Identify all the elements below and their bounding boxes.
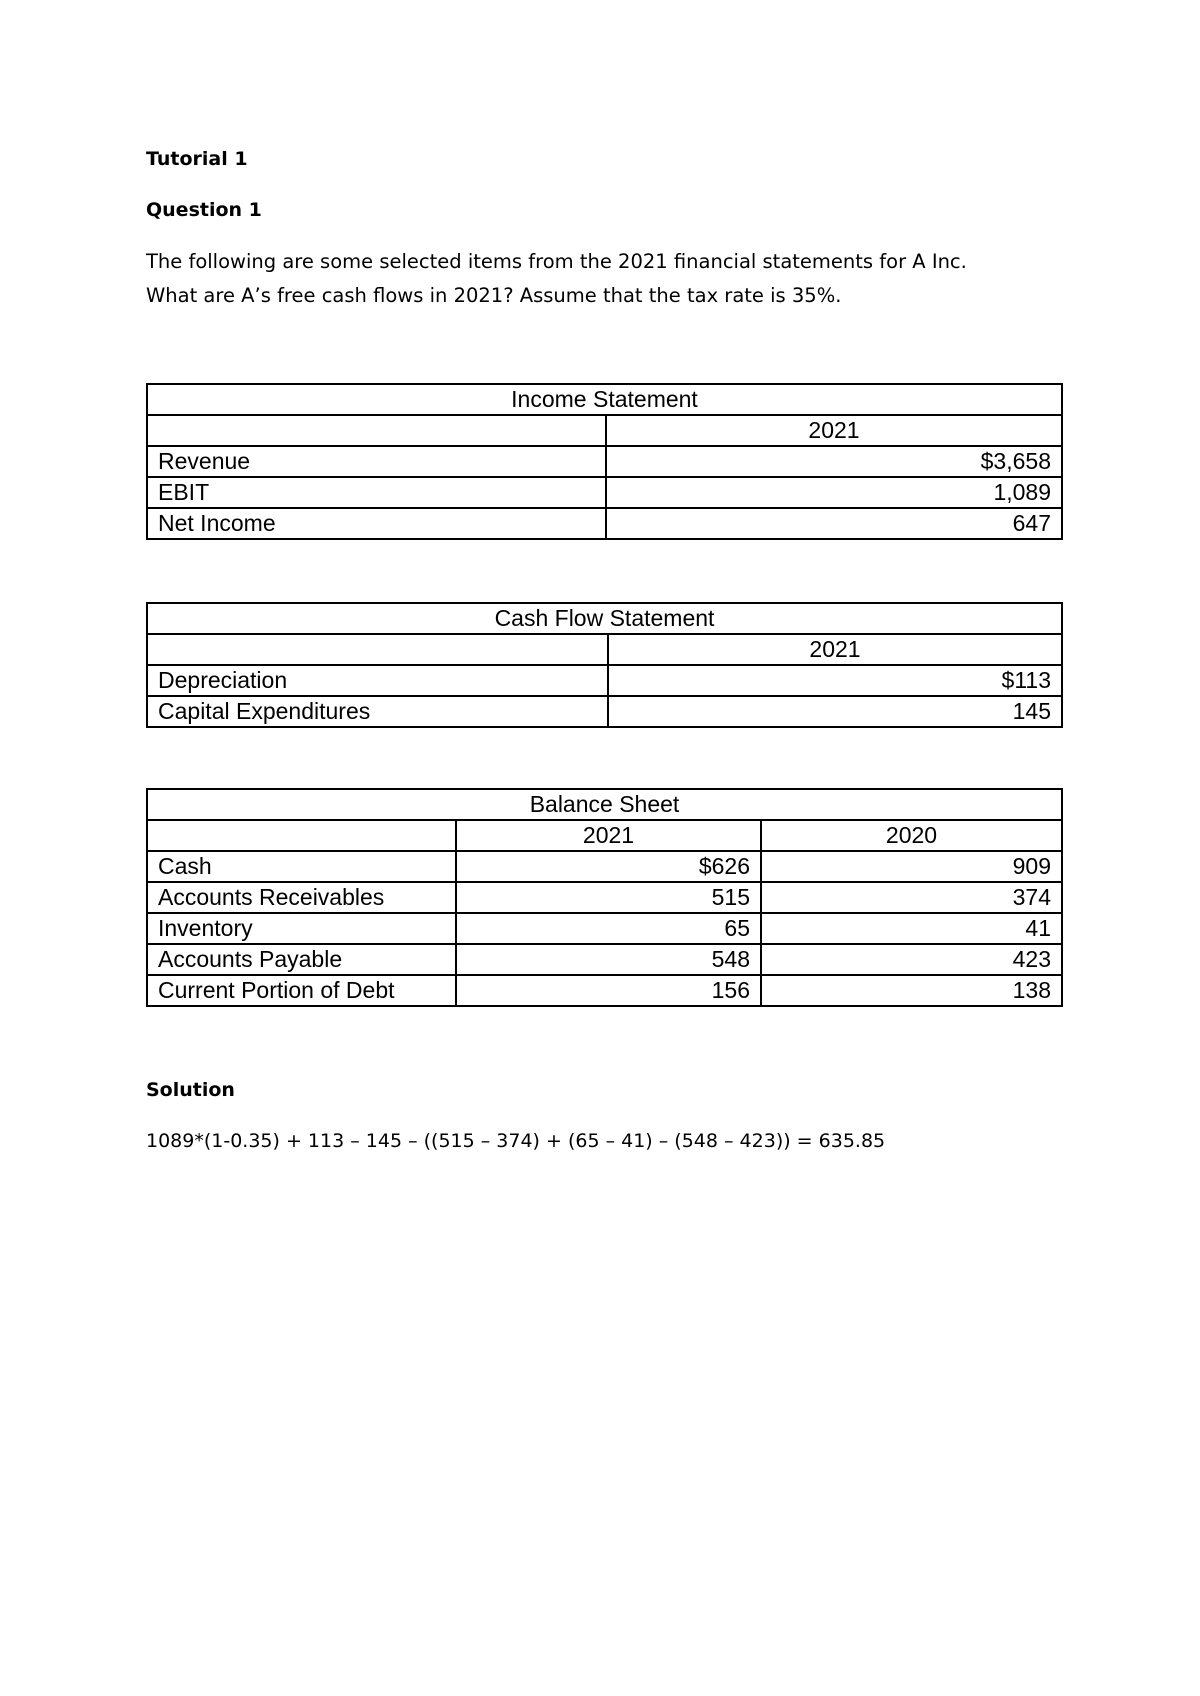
row-value-2020: 138 [761,975,1062,1006]
table-row [147,665,1062,696]
question-heading: Question 1 [146,199,262,221]
table-row [147,944,1062,975]
income-statement-title: Income Statement [147,384,1062,415]
balance-sheet-title: Balance Sheet [147,789,1062,820]
row-label: Capital Expenditures [147,696,608,727]
row-value-2021: 548 [456,944,761,975]
table-row [147,477,1062,508]
solution-formula: 1089*(1-0.35) + 113 – 145 – ((515 – 374) + (65 – 41) – (548 – 423)) = 635.85 [146,1130,886,1152]
cash-flow-statement-table [146,602,1063,728]
table-title-row [147,603,1062,634]
table-row [147,975,1062,1006]
row-value: $113 [608,665,1062,696]
row-value-2021: $626 [456,851,761,882]
header-empty-cell [147,820,456,851]
table-row [147,446,1062,477]
table-header-row [147,820,1062,851]
tutorial-heading: Tutorial 1 [146,148,248,170]
header-empty-cell [147,415,606,446]
cash-flow-year-header: 2021 [608,634,1062,665]
table-header-row [147,415,1062,446]
row-label: Accounts Payable [147,944,456,975]
row-label: Inventory [147,913,456,944]
row-label: EBIT [147,477,606,508]
row-value-2021: 515 [456,882,761,913]
row-value: 647 [606,508,1062,539]
row-value-2020: 41 [761,913,1062,944]
table-title-row [147,384,1062,415]
row-label: Depreciation [147,665,608,696]
question-line-1: The following are some selected items from the 2021 financial statements for A Inc. [146,250,967,273]
table-header-row [147,634,1062,665]
row-value-2021: 156 [456,975,761,1006]
row-value-2020: 374 [761,882,1062,913]
row-value-2021: 65 [456,913,761,944]
balance-year-header-2021: 2021 [456,820,761,851]
question-text [146,245,967,313]
table-title-row [147,789,1062,820]
row-label: Cash [147,851,456,882]
header-empty-cell [147,634,608,665]
table-row [147,851,1062,882]
question-line-2: What are A’s free cash flows in 2021? Assume that the tax rate is 35%. [146,284,842,307]
balance-sheet-table [146,788,1063,1007]
row-value-2020: 909 [761,851,1062,882]
solution-heading: Solution [146,1079,235,1101]
row-value: 1,089 [606,477,1062,508]
row-label: Revenue [147,446,606,477]
balance-year-header-2020: 2020 [761,820,1062,851]
income-statement-table [146,383,1063,540]
table-row [147,508,1062,539]
row-label: Current Portion of Debt [147,975,456,1006]
table-row [147,696,1062,727]
row-value: $3,658 [606,446,1062,477]
row-label: Accounts Receivables [147,882,456,913]
row-value: 145 [608,696,1062,727]
table-row [147,913,1062,944]
table-row [147,882,1062,913]
cash-flow-statement-title: Cash Flow Statement [147,603,1062,634]
row-label: Net Income [147,508,606,539]
income-year-header: 2021 [606,415,1062,446]
row-value-2020: 423 [761,944,1062,975]
